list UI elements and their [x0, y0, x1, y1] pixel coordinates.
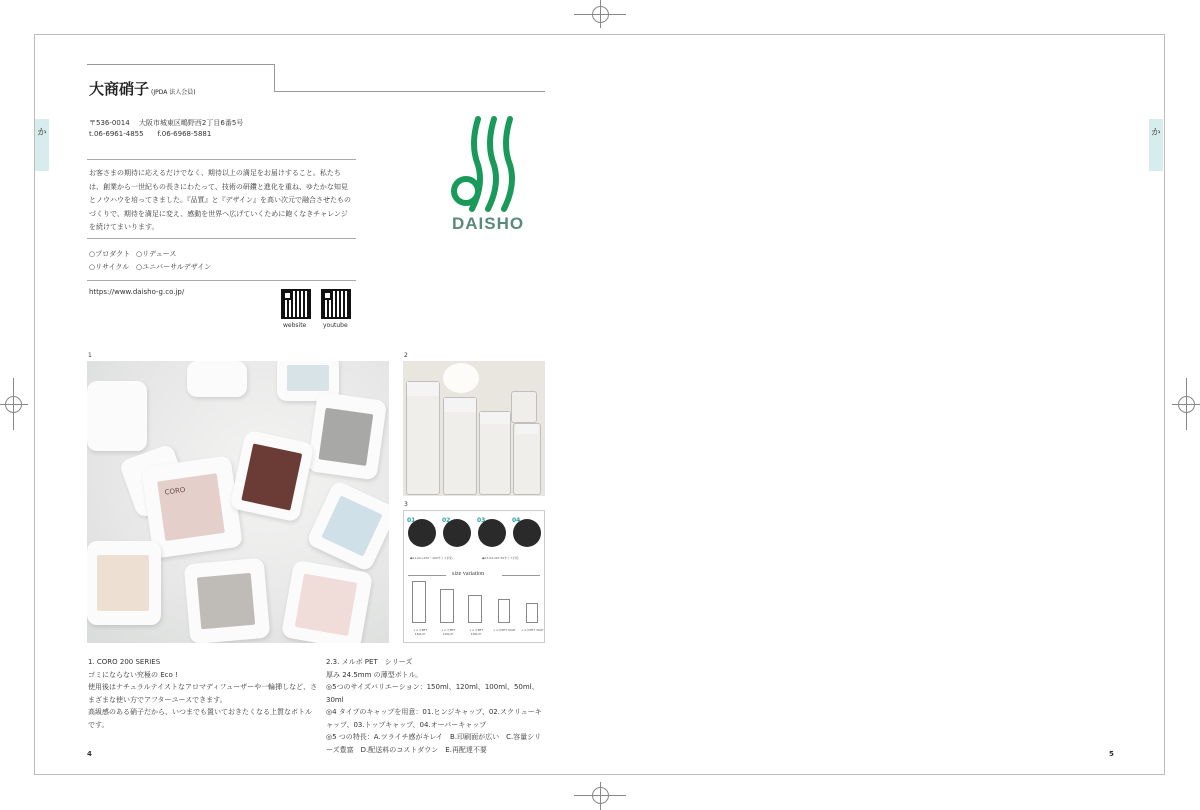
address-line-1: 〒536-0014 大阪市城東区鴫野西2丁目6番5号	[89, 119, 244, 127]
bottle-brand-text: CORO	[164, 485, 186, 497]
bottle-label	[287, 365, 329, 391]
crop-mark-right-circle	[1178, 396, 1195, 413]
bottle-label	[321, 495, 382, 556]
bottle	[307, 392, 387, 481]
clear-bottle	[479, 411, 511, 495]
bottle	[229, 430, 314, 523]
website-qr-icon[interactable]	[281, 289, 311, 319]
coro-bottles-photo	[87, 361, 389, 643]
size-label-100: メルボPET 100L/H	[468, 628, 484, 636]
size-bottle-30	[526, 603, 538, 623]
page-number-right: 5	[1109, 750, 1114, 758]
size-bottle-150	[412, 581, 426, 623]
cap-note-a: ◆01.02→150〜100サイズ対応	[410, 556, 453, 560]
caption-melbo	[326, 656, 546, 756]
bottle	[87, 381, 147, 451]
divider-2	[87, 238, 356, 239]
bottle-label	[197, 573, 255, 630]
category-product: ○プロダクト	[89, 250, 131, 258]
size-bottle-120	[440, 589, 454, 623]
bottle	[184, 558, 271, 643]
cap-number-2: 02	[442, 517, 451, 524]
website-url[interactable]: https://www.daisho-g.co.jp/	[89, 288, 185, 296]
heading-rule-right	[502, 575, 540, 576]
caption-coro	[88, 656, 318, 731]
size-bottle-100	[468, 595, 482, 623]
title-underline	[275, 91, 545, 92]
bottle-label	[318, 408, 373, 466]
category-recycle: ○リサイクル	[89, 263, 130, 271]
caption-coro-title: 1. CORO 200 SERIES	[88, 658, 161, 666]
bottle	[87, 541, 161, 625]
caption-coro-line: 使用後はナチュラルテイストなアロマディフューザーや一輪挿しなど、さまざまな使い方でアフターユースできます。	[88, 683, 318, 704]
size-variation-heading: size variation	[452, 571, 485, 577]
clear-bottle	[513, 423, 541, 495]
crop-mark-left-circle	[5, 396, 22, 413]
member-tag: (JPDA 法人会員)	[151, 89, 196, 96]
bottle	[281, 560, 373, 643]
figure-1-number: 1	[88, 352, 92, 359]
melbo-pet-bottles-photo	[403, 361, 545, 496]
crop-mark-top-circle	[592, 6, 609, 23]
bottle-label	[241, 443, 302, 510]
cap	[516, 424, 538, 434]
caption-coro-line: 高級感のある硝子だから、いつまでも置いておきたくなる上質なボトルです。	[88, 708, 312, 729]
size-bottle-50	[498, 599, 510, 623]
heading-rule-left	[408, 575, 446, 576]
size-label-150: メルボPET 150L/H	[412, 628, 428, 636]
company-name	[89, 78, 196, 99]
youtube-qr-icon[interactable]	[321, 289, 351, 319]
category-reduce: ○リデュース	[136, 250, 177, 258]
figure-3-number: 3	[404, 501, 408, 508]
cap	[407, 382, 439, 396]
address-line-2: t.06-6961-4855 f.06-6968-5881	[89, 130, 212, 138]
size-variation-chart	[403, 510, 545, 643]
caption-melbo-title: 2.3. メルボ PET シリーズ	[326, 658, 413, 666]
size-label-120: メルボPET 120L/H	[440, 628, 456, 636]
clear-bottle	[443, 397, 477, 495]
caption-melbo-line: ◎5 つの特長：A.ツライチ感がキレイ B.印刷面が広い C.容量シリーズ豊富 D.配送料のコストダウン E.再配達不要	[326, 733, 542, 754]
cap-number-4: 04	[512, 517, 521, 524]
caption-melbo-line: ◎4 タイプのキャップを用意：01.ヒンジキャップ、02.スクリューキャップ、03.トップキャップ、04.オーバーキャップ	[326, 708, 542, 729]
cap-number-1: 01	[407, 517, 416, 524]
company-description: お客さまの期待に応えるだけでなく、期待以上の満足をお届けすること。私たちは、創業から一世紀もの長きにわたって、技術の研鑽と進化を重ね、ゆたかな知見とノウハウを培ってきました。『品質』と『デザイン』を高い次元で融合させたものづくりで、期待を満足に変え、感動を世界へ広げていくために飽くなきチャレンジを続けてまいります。	[89, 169, 352, 231]
cap-note-b: ◆03.04→50.30サイズ対応	[482, 556, 519, 560]
flower	[443, 363, 479, 393]
qr-label-youtube: youtube	[323, 322, 348, 329]
bottle	[187, 361, 247, 397]
divider-1	[87, 159, 356, 160]
company-name-text: 大商硝子	[89, 80, 150, 98]
bottle-label	[97, 555, 149, 611]
caption-melbo-line: ◎5つのサイズバリエーション：150ml、120ml、100ml、50ml、30ml	[326, 683, 539, 704]
caption-coro-line: ゴミにならない究極の Eco !	[88, 670, 178, 679]
cap	[480, 412, 510, 424]
crop-mark-bottom-circle	[592, 787, 609, 804]
page-number-left: 4	[87, 750, 92, 758]
bottle-label	[295, 574, 358, 637]
clear-bottle	[406, 381, 440, 495]
qr-label-website: website	[283, 322, 307, 329]
size-label-50: メルボPET 50AT	[492, 628, 516, 632]
size-label-30: メルボPET 30AT	[520, 628, 544, 632]
side-tab-left: か	[35, 119, 49, 171]
caption-melbo-line: 厚み 24.5mm の薄型ボトル。	[326, 670, 423, 679]
bottle	[305, 479, 389, 572]
figure-2-number: 2	[404, 352, 408, 359]
bottle-label	[157, 473, 225, 541]
category-universal-design: ○ユニバーサルデザイン	[136, 263, 212, 271]
cap-number-3: 03	[477, 517, 486, 524]
divider-3	[87, 280, 356, 281]
logo-text: DAISHO	[452, 214, 525, 233]
cap	[444, 398, 476, 412]
clear-bottle	[511, 391, 537, 423]
side-tab-right: か	[1149, 119, 1163, 171]
